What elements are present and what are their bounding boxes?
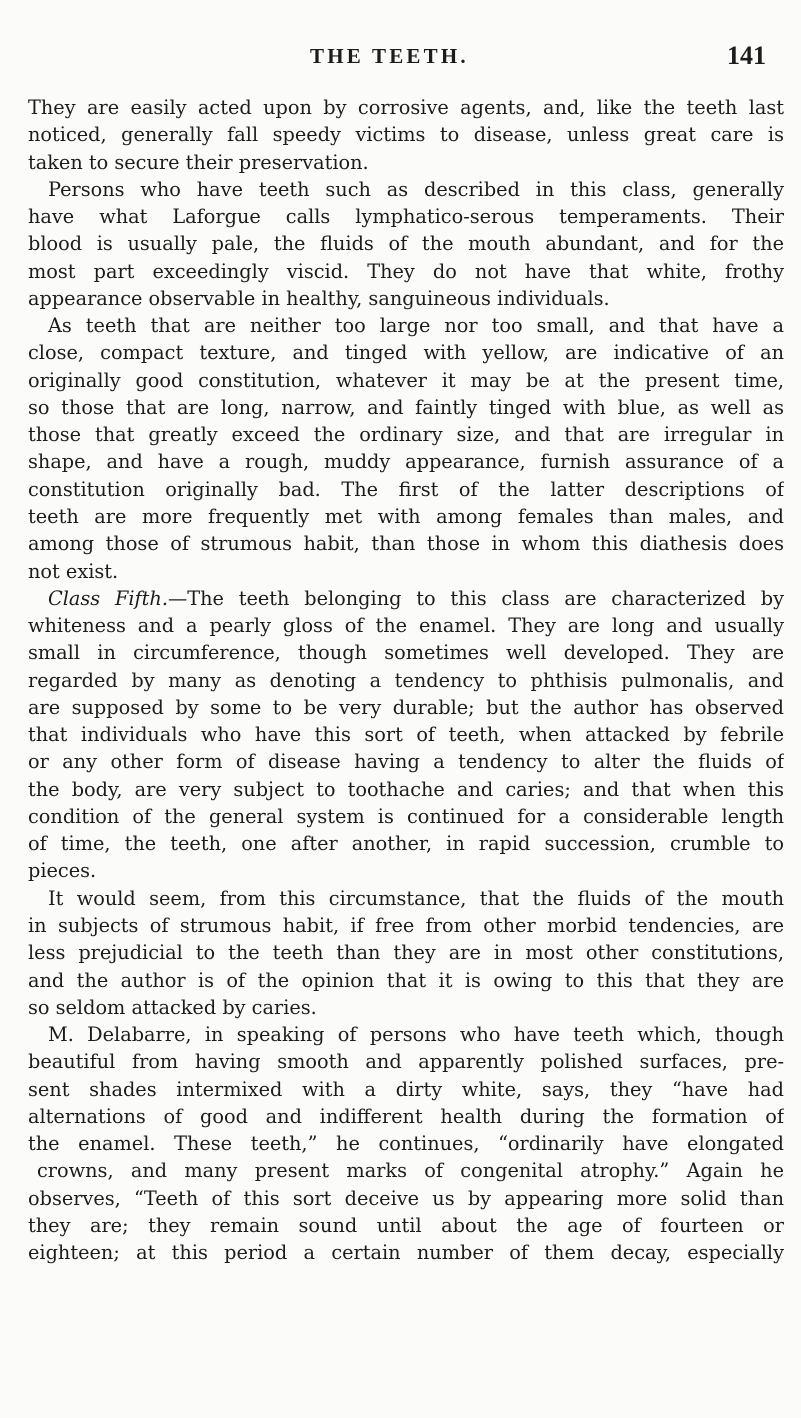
text-line: those that greatly exceed the ordinary size, and that are irregular in (28, 423, 784, 447)
text-line: beautiful from having smooth and apparently polished surfaces, pre- (28, 1050, 784, 1074)
running-title: THE TEETH. (310, 44, 469, 68)
text-line: blood is usually pale, the fluids of the mouth abundant, and for the (28, 232, 784, 256)
page-number: 141 (727, 41, 766, 70)
body-text (28, 94, 784, 1266)
class-heading-continuation: —The teeth belonging to this class are characterized by (167, 586, 784, 610)
text-line: M. Delabarre, in speaking of persons who have teeth which, though (48, 1023, 784, 1047)
text-line: observes, “Teeth of this sort deceive us by appearing more solid than (28, 1186, 784, 1210)
text-line: originally good constitution, whatever it may be at the present time, (28, 368, 784, 392)
text-line: most part exceedingly viscid. They do not have that white, frothy (28, 259, 784, 283)
text-line: the body, are very subject to toothache and caries; and that when this (28, 777, 784, 801)
text-line: pieces. (28, 859, 97, 883)
text-line: alternations of good and indifferent health during the formation of (28, 1104, 784, 1128)
text-line: noticed, generally fall speedy victims to disease, unless great care is (28, 123, 784, 147)
text-line (28, 585, 784, 612)
text-line: appearance observable in healthy, sanguineous individuals. (28, 286, 610, 310)
text-line: whiteness and a pearly gloss of the enamel. They are long and usually (28, 614, 784, 638)
text-line: sent shades intermixed with a dirty white, says, they “have had (28, 1077, 784, 1101)
text-line: have what Laforgue calls lymphatico-serous temperaments. Their (28, 205, 784, 229)
text-line: eighteen; at this period a certain number of them decay, especially (28, 1241, 784, 1265)
class-heading: Class Fifth. (48, 586, 168, 610)
text-line: not exist. (28, 559, 119, 583)
text-line: condition of the general system is continued for a considerable length (28, 804, 784, 828)
text-line: so seldom attacked by caries. (28, 995, 317, 1019)
text-line: close, compact texture, and tinged with yellow, are indicative of an (28, 341, 784, 365)
text-line: small in circumference, though sometimes well developed. They are (28, 641, 784, 665)
text-line: As teeth that are neither too large nor too small, and that have a (48, 314, 784, 338)
text-line: of time, the teeth, one after another, in rapid succession, crumble to (28, 832, 784, 856)
text-line: teeth are more frequently met with among females than males, and (28, 504, 784, 528)
text-line: or any other form of disease having a tendency to alter the fluids of (28, 750, 784, 774)
text-line: Persons who have teeth such as described in this class, generally (48, 177, 784, 201)
text-line: so those that are long, narrow, and faintly tinged with blue, as well as (28, 395, 784, 419)
text-line: in subjects of strumous habit, if free from other morbid tendencies, are (28, 913, 784, 937)
text-line: crowns, and many present marks of congenital atrophy.” Again he (37, 1159, 784, 1183)
text-line: the enamel. These teeth,” he continues, “ordinarily have elongated (28, 1132, 784, 1156)
text-line: less prejudicial to the teeth than they are in most other constitutions, (28, 941, 784, 965)
text-line: shape, and have a rough, muddy appearance, furnish assurance of a (28, 450, 784, 474)
text-line: regarded by many as denoting a tendency to phthisis pulmonalis, and (28, 668, 784, 692)
text-line: They are easily acted upon by corrosive agents, and, like the teeth last (28, 96, 784, 119)
text-line: among those of strumous habit, than those in whom this diathesis does (28, 532, 784, 556)
text-line: It would seem, from this circumstance, that the fluids of the mouth (48, 886, 784, 910)
text-line: constitution originally bad. The first of the latter descriptions of (28, 477, 784, 501)
text-line: and the author is of the opinion that it is owing to this that they are (28, 968, 784, 992)
text-line: are supposed by some to be very durable; but the author has observed (28, 695, 784, 719)
text-line: taken to secure their preservation. (28, 150, 369, 174)
text-line: that individuals who have this sort of teeth, when attacked by febrile (28, 723, 784, 747)
text-line: they are; they remain sound until about the age of fourteen or (28, 1213, 784, 1237)
